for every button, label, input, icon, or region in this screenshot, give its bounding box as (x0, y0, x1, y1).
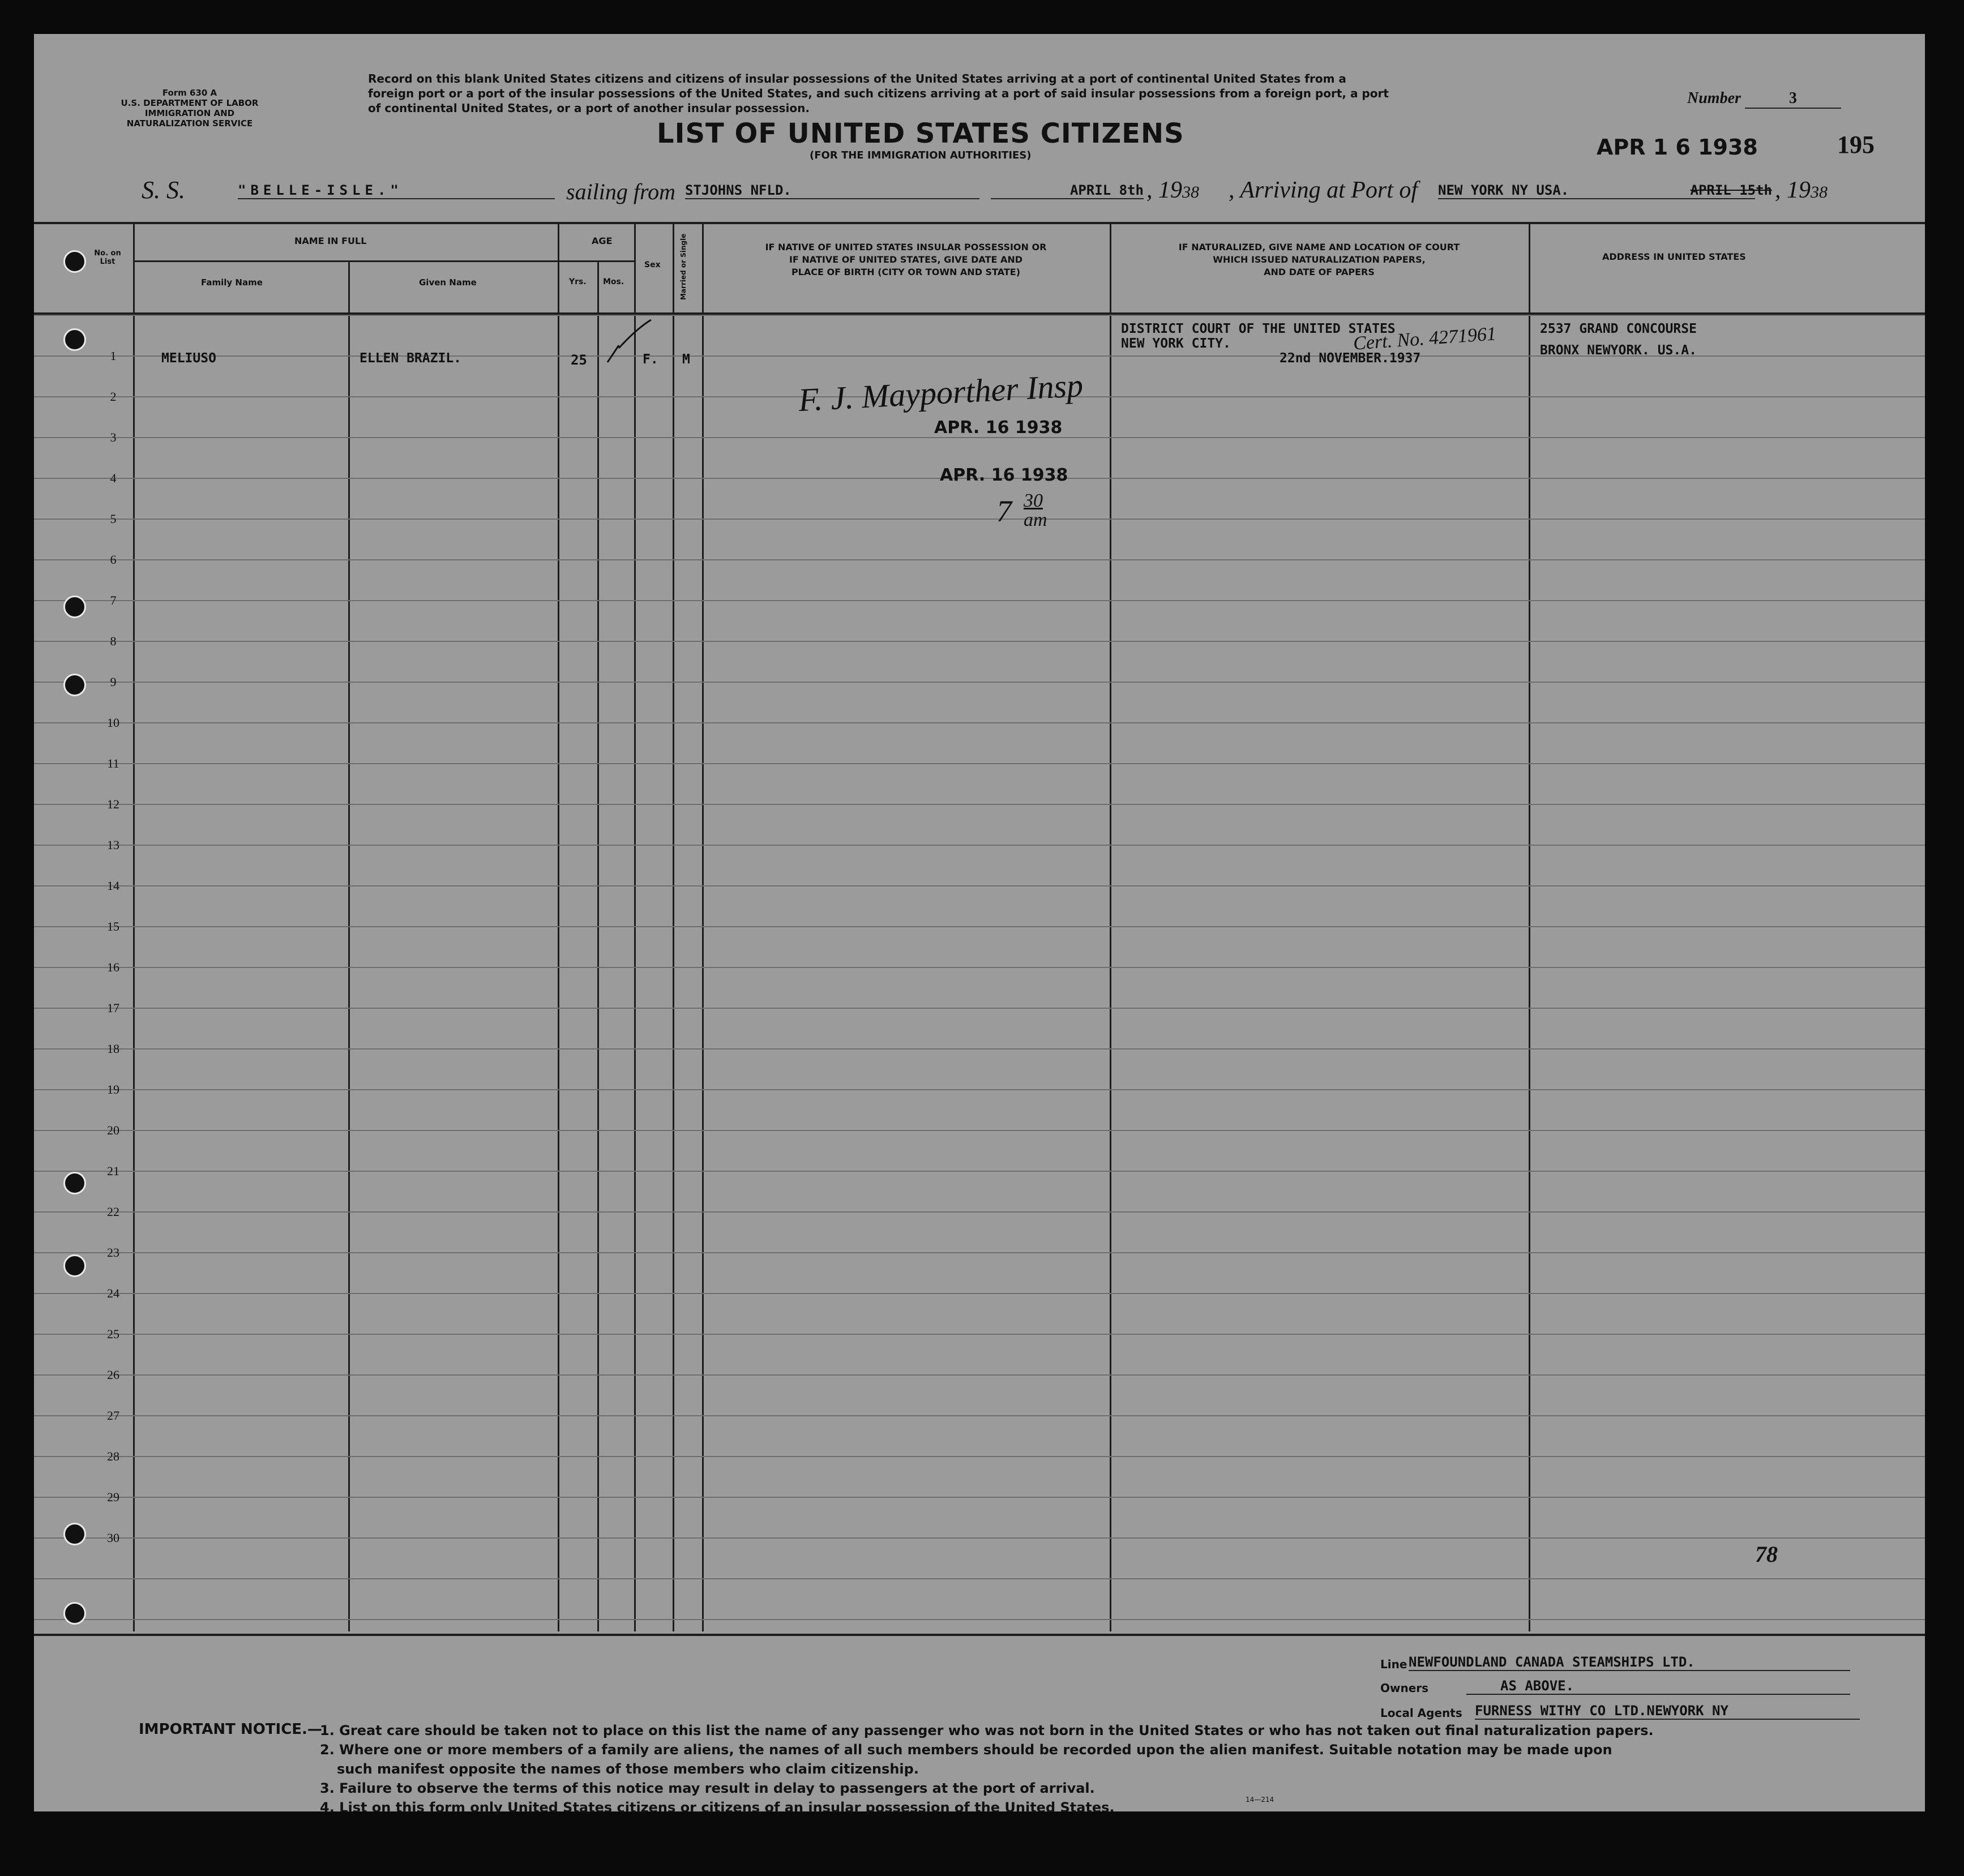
row-rule (34, 722, 1925, 723)
entry-address-line1: 2537 GRAND CONCOURSE (1540, 322, 1697, 336)
year-label-1 (1146, 177, 1199, 204)
row-number: 20 (107, 1123, 119, 1137)
row-number: 7 (110, 593, 117, 607)
col-rule (597, 260, 599, 1631)
record-notice-line: of continental United States, or a port of another insular possession. (368, 101, 810, 115)
arriving-label: , Arriving at Port of (1229, 177, 1418, 203)
form-code-line: U.S. DEPARTMENT OF LABOR (121, 98, 259, 108)
notice-title: IMPORTANT NOTICE.— (139, 1721, 322, 1738)
binder-hole (63, 1172, 86, 1194)
birth-header-line: IF NATIVE OF UNITED STATES INSULAR POSSESSION OR (765, 242, 1047, 252)
row-rule (34, 600, 1925, 601)
inspection-time (996, 490, 1047, 530)
entry-cert-note: Cert. No. 4271961 (1352, 323, 1497, 354)
row-rule (34, 763, 1925, 764)
row-rule (34, 1048, 1925, 1050)
row-number: 29 (107, 1490, 119, 1504)
print-code: 14—214 (1246, 1796, 1274, 1804)
row-number: 24 (107, 1286, 119, 1300)
col-header-age: AGE (592, 235, 613, 246)
row-number: 3 (110, 430, 117, 444)
row-rule (34, 315, 1925, 316)
page-title: LIST OF UNITED STATES CITIZENS (657, 118, 1184, 149)
row-number: 18 (107, 1042, 119, 1056)
inspection-stamp: APR. 16 1938 (940, 465, 1068, 485)
row-rule (34, 845, 1925, 846)
row-rule (34, 1130, 1925, 1131)
row-number: 17 (107, 1001, 119, 1015)
row-rule (34, 1089, 1925, 1090)
time-hour: 7 (996, 494, 1012, 528)
row-number: 5 (110, 512, 117, 526)
entry-court-line2: NEW YORK CITY. (1121, 336, 1231, 351)
notice-item: 2. Where one or more members of a family are aliens, the names of all such members should be recorded upon the alien manifest. Suitable notation may be made upon (320, 1742, 1612, 1758)
notice-item: 4. List on this form only United States citizens or citizens of an insular possession of the United States. (320, 1800, 1115, 1815)
time-minutes: 30 (1024, 490, 1043, 511)
row-number: 22 (107, 1205, 119, 1219)
inspector-signature: F. J. Mayporther Insp (797, 366, 1084, 419)
binder-hole (63, 674, 86, 696)
col-header-no: No. on List (94, 249, 121, 266)
col-header-married: Married or Single (679, 233, 687, 300)
record-notice-line: foreign port or a port of the insular possessions of the United States, and such citizens arriving at a port of said insular possessions from a foreign port, a port (368, 87, 1389, 100)
year-prefix-2: , 19 (1775, 177, 1811, 203)
name-group-rule (133, 260, 634, 262)
form-code-line: Form 630 A (162, 88, 217, 98)
notice-list (320, 1721, 1654, 1817)
col-header-address: ADDRESS IN UNITED STATES (1602, 251, 1746, 262)
row-rule (34, 885, 1925, 886)
row-rule (34, 967, 1925, 968)
form-code-line: NATURALIZATION SERVICE (126, 118, 253, 129)
record-notice (368, 71, 1389, 115)
row-rule (34, 1415, 1925, 1416)
row-rule (34, 1456, 1925, 1457)
col-header-birth (708, 241, 1104, 279)
row-number: 1 (110, 349, 117, 363)
row-number: 2 (110, 389, 117, 404)
form-code (119, 88, 260, 129)
col-rule (348, 260, 350, 1631)
row-number: 12 (107, 797, 119, 811)
entry-address-line2: BRONX NEWYORK. US.A. (1540, 343, 1697, 358)
row-rule (34, 1211, 1925, 1213)
arrival-port: NEW YORK NY USA. (1438, 182, 1755, 199)
entry-married: M (682, 352, 690, 367)
agents-label: Local Agents (1380, 1706, 1462, 1720)
number-value: 3 (1745, 89, 1841, 109)
row-rule (34, 1537, 1925, 1539)
inspection-stamp: APR. 16 1938 (934, 418, 1063, 438)
row-rule (34, 1008, 1925, 1009)
year-value-1: 38 (1182, 183, 1199, 202)
row-number: 10 (107, 716, 119, 730)
row-rule (34, 1334, 1925, 1335)
row-number: 16 (107, 960, 119, 974)
row-rule (34, 559, 1925, 560)
time-ampm: am (1024, 509, 1047, 530)
binder-hole (63, 1602, 86, 1625)
col-header-given: Given Name (419, 277, 477, 288)
row-rule (34, 1497, 1925, 1498)
col-header-naturalized (1115, 241, 1523, 279)
year-prefix-1: , 19 (1146, 177, 1182, 203)
naturalized-header-line: WHICH ISSUED NATURALIZATION PAPERS, (1213, 254, 1426, 265)
stamp-year: 195 (1837, 131, 1875, 159)
row-number: 19 (107, 1082, 119, 1097)
row-rule (34, 682, 1925, 683)
binder-hole (63, 250, 86, 273)
row-number: 21 (107, 1164, 119, 1178)
row-number: 26 (107, 1368, 119, 1382)
row-rule (34, 1619, 1925, 1620)
col-header-sex: Sex (644, 260, 661, 269)
row-rule (34, 1293, 1925, 1294)
row-rule (34, 641, 1925, 642)
record-notice-line: Record on this blank United States citizens and citizens of insular possessions of the United States arriving at a port of continental United States from a (368, 72, 1346, 85)
entry-age: 25 (571, 352, 587, 368)
ship-name: "BELLE-ISLE." (238, 182, 555, 199)
binder-hole (63, 1523, 86, 1545)
birth-header-line: PLACE OF BIRTH (CITY OR TOWN AND STATE) (791, 267, 1021, 277)
naturalized-header-line: AND DATE OF PAPERS (1264, 267, 1375, 277)
binder-hole (63, 1254, 86, 1277)
entry-sex: F. (643, 352, 658, 367)
row-rule (34, 1578, 1925, 1579)
arrival-stamp: APR 1 6 1938 (1597, 135, 1758, 160)
entry-given-name: ELLEN BRAZIL. (360, 351, 462, 366)
row-rule (34, 1171, 1925, 1172)
notice-item: 3. Failure to observe the terms of this notice may result in delay to passengers at the port of arrival. (320, 1780, 1095, 1796)
row-number: 9 (110, 675, 117, 689)
row-rule (34, 804, 1925, 805)
col-header-mos: Mos. (603, 277, 624, 286)
binder-hole (63, 596, 86, 618)
row-number: 14 (107, 879, 119, 893)
col-header-name: NAME IN FULL (294, 235, 367, 246)
naturalized-header-line: IF NATURALIZED, GIVE NAME AND LOCATION OF COURT (1178, 242, 1460, 252)
owners-value: AS ABOVE. (1466, 1678, 1850, 1695)
row-number: 4 (110, 471, 117, 485)
row-number: 28 (107, 1449, 119, 1463)
arrival-date: APRIL 15th (1690, 182, 1772, 198)
list-number (1687, 89, 1841, 109)
row-number: 13 (107, 838, 119, 852)
row-rule (34, 926, 1925, 927)
binder-hole (63, 328, 86, 351)
sail-date: APRIL 8th (991, 182, 1144, 199)
year-label-2 (1775, 177, 1828, 204)
row-rule (34, 519, 1925, 520)
row-number: 11 (107, 756, 119, 770)
col-header-yrs: Yrs. (569, 277, 587, 286)
row-number: 27 (107, 1408, 119, 1423)
page-total: 78 (1755, 1541, 1778, 1567)
row-rule (34, 1252, 1925, 1253)
agents-value: FURNESS WITHY CO LTD.NEWYORK NY (1475, 1703, 1860, 1720)
row-number: 30 (107, 1531, 119, 1545)
sailing-from: STJOHNS NFLD. (685, 182, 979, 199)
birth-header-line: IF NATIVE OF UNITED STATES, GIVE DATE AND (789, 254, 1023, 265)
row-number: 6 (110, 552, 117, 567)
line-label: Line (1380, 1657, 1407, 1671)
line-value: NEWFOUNDLAND CANADA STEAMSHIPS LTD. (1409, 1654, 1850, 1671)
row-rule (34, 1374, 1925, 1376)
row-number: 8 (110, 634, 117, 648)
sailing-from-label: sailing from (566, 179, 675, 204)
entry-court-date: 22nd NOVEMBER.1937 (1280, 351, 1421, 366)
col-header-family: Family Name (201, 277, 263, 288)
form-code-line: IMMIGRATION AND (144, 108, 235, 118)
entry-court-line1: DISTRICT COURT OF THE UNITED STATES (1121, 322, 1396, 336)
ss-label: S. S. (142, 176, 185, 204)
entry-family-name: MELIUSO (161, 351, 216, 366)
notice-item: such manifest opposite the names of those members who claim citizenship. (337, 1761, 919, 1777)
row-number: 15 (107, 919, 119, 933)
year-value-2: 38 (1811, 183, 1828, 202)
owners-label: Owners (1380, 1681, 1429, 1695)
number-label: Number (1687, 89, 1741, 107)
row-number: 23 (107, 1245, 119, 1260)
page-subtitle: (FOR THE IMMIGRATION AUTHORITIES) (810, 149, 1032, 161)
row-number: 25 (107, 1327, 119, 1341)
manifest-sheet (34, 34, 1925, 1815)
notice-item: 1. Great care should be taken not to place on this list the name of any passenger who was not born in the United States or who has not taken out final naturalization papers. (320, 1723, 1654, 1738)
